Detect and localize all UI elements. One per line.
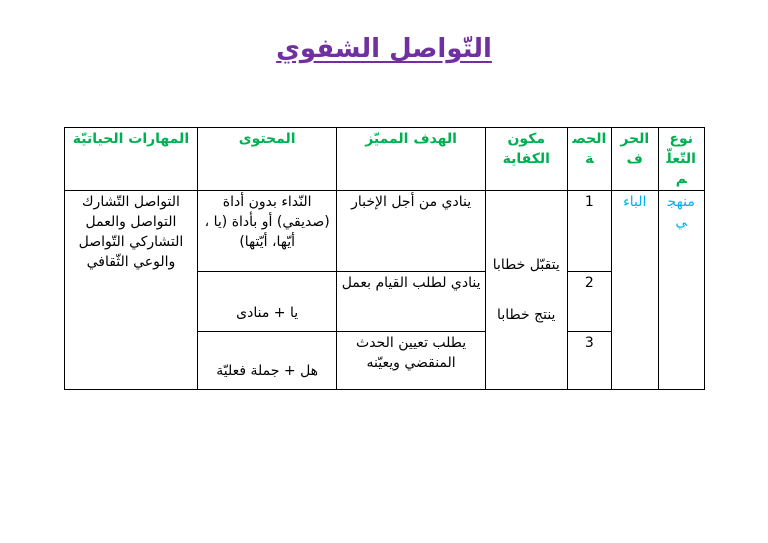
header-content: المحتوى: [197, 128, 337, 191]
component-produce: ينتج خطابا: [497, 307, 556, 323]
cell-share-3: 3: [567, 332, 611, 390]
header-component: مكون الكفاية: [485, 128, 567, 191]
cell-component: [485, 191, 567, 390]
page-title: التّواصل الشفوي: [276, 34, 492, 64]
cell-goal-1: ينادي من أجل الإخبار: [337, 191, 485, 272]
header-row: [65, 128, 705, 191]
table-row: [65, 191, 705, 272]
cell-content-2: يا + منادى: [197, 272, 337, 332]
header-skills: المهارات الحياتيّة: [65, 128, 198, 191]
cell-content-1: النّداء بدون أداة (صديقي) أو بأداة (يا ، أيّها، أيّتها): [197, 191, 337, 272]
header-letter: الحرف: [612, 128, 659, 191]
cell-content-3: هل + جملة فعليّة: [197, 332, 337, 390]
cell-goal-2: ينادي لطلب القيام بعمل: [337, 272, 485, 332]
cell-share-2: 2: [567, 272, 611, 332]
header-type: نوع التّعلّم: [658, 128, 705, 191]
lesson-table: [64, 127, 705, 390]
header-share: الحصة: [567, 128, 611, 191]
header-goal: الهدف المميّز: [337, 128, 485, 191]
cell-share-1: 1: [567, 191, 611, 272]
cell-letter: الباء: [612, 191, 659, 390]
component-spacer: [490, 275, 563, 305]
component-receive: يتقبّل خطابا: [492, 257, 560, 273]
cell-skills: التواصل التّشارك التواصل والعمل التشاركي التّواصل والوعي الثّقافي: [65, 191, 198, 390]
cell-goal-3: يطلب تعيين الحدث المنقضي ويعيّنه: [337, 332, 485, 390]
cell-type: منهجي: [658, 191, 705, 390]
